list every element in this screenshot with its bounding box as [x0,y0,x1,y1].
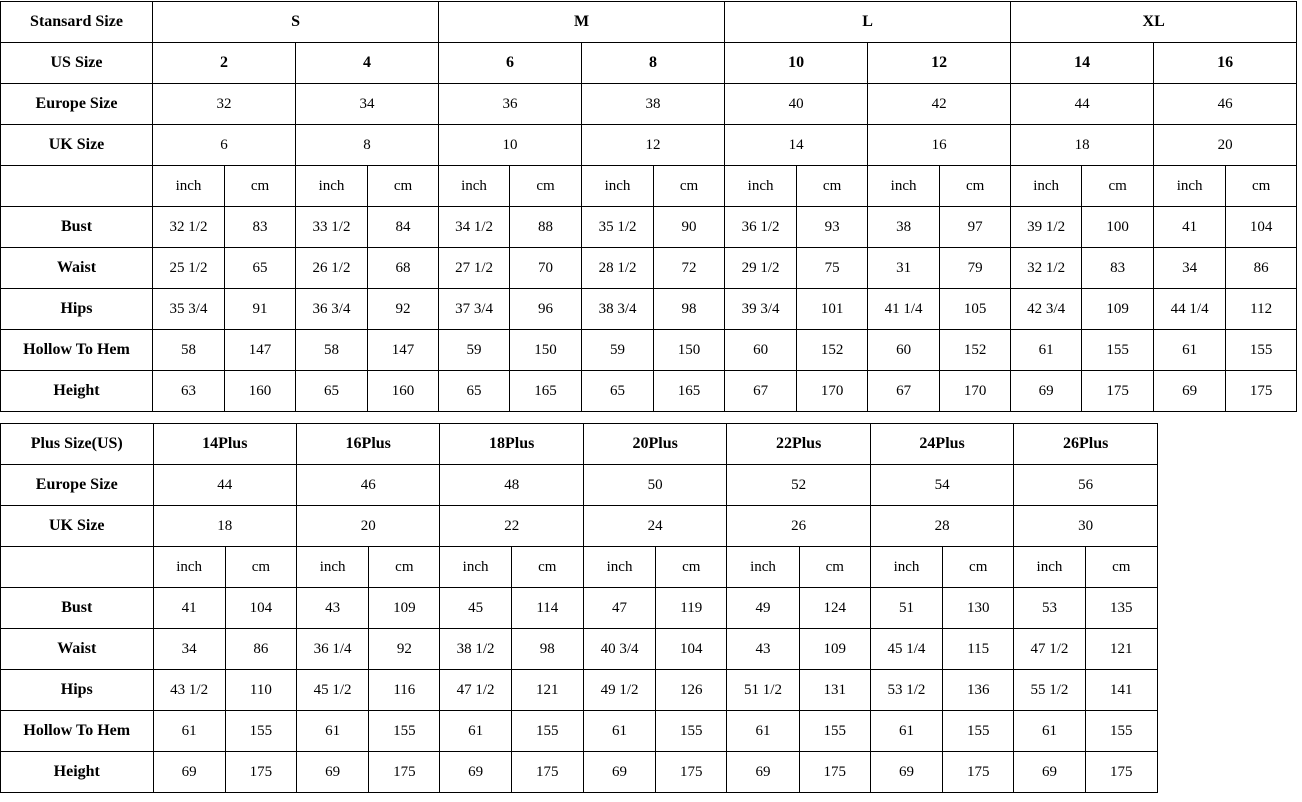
row-label-europe-size: Europe Size [1,84,153,125]
unit-cell: cm [369,547,440,588]
height-value: 165 [654,371,725,412]
height-value: 69 [296,752,368,793]
waist-value: 86 [1226,248,1297,289]
unit-cell: inch [296,166,368,207]
bust-value: 43 [296,588,368,629]
unit-cell: cm [656,547,727,588]
unit-cell: cm [1085,547,1157,588]
hollow-to-hem-value: 152 [940,330,1011,371]
bust-value: 33 1/2 [296,207,368,248]
height-value: 63 [153,371,225,412]
bust-value: 34 1/2 [439,207,510,248]
size-group-l: L [725,2,1011,43]
hollow-to-hem-value: 155 [1085,711,1157,752]
height-value: 175 [1085,752,1157,793]
table-row-us-size [1,43,1297,84]
unit-cell: cm [1082,166,1154,207]
waist-value: 32 1/2 [1011,248,1082,289]
hips-value: 110 [225,670,296,711]
hips-value: 35 3/4 [153,289,225,330]
uk-size-cell: 28 [870,506,1013,547]
table-row-bust [1,588,1158,629]
hollow-to-hem-value: 61 [296,711,368,752]
unit-cell: cm [511,547,583,588]
row-label-height: Height [1,371,153,412]
height-value: 165 [510,371,582,412]
row-label-waist: Waist [1,629,154,670]
bust-value: 45 [440,588,511,629]
uk-size-cell: 20 [1154,125,1297,166]
plus-size-cell: 24Plus [870,424,1013,465]
waist-value: 92 [369,629,440,670]
uk-size-cell: 18 [153,506,296,547]
height-value: 67 [725,371,797,412]
unit-cell: inch [1011,166,1082,207]
uk-size-cell: 30 [1014,506,1158,547]
hips-value: 101 [797,289,868,330]
hips-value: 105 [940,289,1011,330]
unit-cell: inch [583,547,655,588]
waist-value: 36 1/4 [296,629,368,670]
hollow-to-hem-value: 61 [870,711,942,752]
europe-size-cell: 50 [583,465,726,506]
hips-value: 39 3/4 [725,289,797,330]
hollow-to-hem-value: 59 [439,330,510,371]
us-size-cell: 2 [153,43,296,84]
hips-value: 43 1/2 [153,670,225,711]
height-value: 65 [296,371,368,412]
unit-cell: inch [582,166,654,207]
uk-size-cell: 18 [1011,125,1154,166]
unit-cell: cm [943,547,1014,588]
table-row-waist [1,248,1297,289]
hips-value: 116 [369,670,440,711]
hips-value: 126 [656,670,727,711]
table-row-hollow-to-hem [1,711,1158,752]
waist-value: 43 [727,629,799,670]
unit-cell: inch [153,547,225,588]
hollow-to-hem-value: 150 [510,330,582,371]
height-value: 170 [940,371,1011,412]
hollow-to-hem-value: 152 [797,330,868,371]
waist-value: 31 [868,248,940,289]
plus-size-cell: 16Plus [296,424,439,465]
hollow-to-hem-value: 147 [225,330,296,371]
height-value: 69 [1011,371,1082,412]
uk-size-cell: 14 [725,125,868,166]
bust-value: 90 [654,207,725,248]
bust-value: 41 [1154,207,1226,248]
hips-value: 98 [654,289,725,330]
europe-size-cell: 46 [1154,84,1297,125]
uk-size-cell: 22 [440,506,583,547]
unit-cell: cm [799,547,870,588]
row-label-hollow-to-hem: Hollow To Hem [1,711,154,752]
bust-value: 114 [511,588,583,629]
hollow-to-hem-value: 59 [582,330,654,371]
bust-value: 109 [369,588,440,629]
bust-value: 41 [153,588,225,629]
hollow-to-hem-value: 61 [440,711,511,752]
height-value: 160 [225,371,296,412]
size-group-s: S [153,2,439,43]
row-label-hips: Hips [1,289,153,330]
bust-value: 83 [225,207,296,248]
waist-value: 115 [943,629,1014,670]
waist-value: 65 [225,248,296,289]
hollow-to-hem-value: 150 [654,330,725,371]
hips-value: 112 [1226,289,1297,330]
bust-value: 32 1/2 [153,207,225,248]
hips-value: 37 3/4 [439,289,510,330]
size-group-m: M [439,2,725,43]
hollow-to-hem-value: 147 [368,330,439,371]
hollow-to-hem-value: 58 [296,330,368,371]
row-label-bust: Bust [1,588,154,629]
row-label-uk-size: UK Size [1,125,153,166]
bust-value: 104 [1226,207,1297,248]
plus-size-cell: 20Plus [583,424,726,465]
hips-value: 121 [511,670,583,711]
bust-value: 135 [1085,588,1157,629]
waist-value: 26 1/2 [296,248,368,289]
hips-value: 55 1/2 [1014,670,1085,711]
uk-size-cell: 8 [296,125,439,166]
hollow-to-hem-value: 155 [1226,330,1297,371]
unit-cell: inch [868,166,940,207]
uk-size-cell: 16 [868,125,1011,166]
uk-size-cell: 26 [727,506,870,547]
height-value: 160 [368,371,439,412]
bust-value: 104 [225,588,296,629]
table-row-europe-size [1,465,1158,506]
hollow-to-hem-value: 155 [511,711,583,752]
hips-value: 41 1/4 [868,289,940,330]
unit-cell: inch [870,547,942,588]
europe-size-cell: 54 [870,465,1013,506]
us-size-cell: 10 [725,43,868,84]
waist-value: 29 1/2 [725,248,797,289]
table-row-europe-size [1,84,1297,125]
bust-value: 93 [797,207,868,248]
row-label-units [1,547,154,588]
europe-size-cell: 56 [1014,465,1158,506]
bust-value: 38 [868,207,940,248]
hollow-to-hem-value: 155 [656,711,727,752]
unit-cell: inch [725,166,797,207]
europe-size-cell: 34 [296,84,439,125]
uk-size-cell: 24 [583,506,726,547]
row-label-europe-size: Europe Size [1,465,154,506]
unit-cell: cm [940,166,1011,207]
hollow-to-hem-value: 61 [1011,330,1082,371]
hips-value: 36 3/4 [296,289,368,330]
uk-size-cell: 10 [439,125,582,166]
hips-value: 51 1/2 [727,670,799,711]
waist-value: 104 [656,629,727,670]
standard-size-table [0,1,1297,412]
height-value: 69 [1014,752,1085,793]
us-size-cell: 8 [582,43,725,84]
height-value: 69 [870,752,942,793]
table-row-uk-size [1,506,1158,547]
unit-cell: inch [1154,166,1226,207]
bust-value: 36 1/2 [725,207,797,248]
waist-value: 25 1/2 [153,248,225,289]
unit-cell: cm [654,166,725,207]
height-value: 175 [1082,371,1154,412]
row-label-standard-size: Stansard Size [1,2,153,43]
table-row-hollow-to-hem [1,330,1297,371]
uk-size-cell: 20 [296,506,439,547]
hips-value: 109 [1082,289,1154,330]
hollow-to-hem-value: 61 [727,711,799,752]
waist-value: 109 [799,629,870,670]
waist-value: 70 [510,248,582,289]
waist-value: 83 [1082,248,1154,289]
hips-value: 91 [225,289,296,330]
europe-size-cell: 32 [153,84,296,125]
uk-size-cell: 12 [582,125,725,166]
hollow-to-hem-value: 155 [369,711,440,752]
row-label-us-size: US Size [1,43,153,84]
waist-value: 27 1/2 [439,248,510,289]
bust-value: 84 [368,207,439,248]
hollow-to-hem-value: 60 [868,330,940,371]
hollow-to-hem-value: 61 [1014,711,1085,752]
row-label-plus-size: Plus Size(US) [1,424,154,465]
hips-value: 136 [943,670,1014,711]
waist-value: 38 1/2 [440,629,511,670]
unit-cell: cm [225,166,296,207]
us-size-cell: 6 [439,43,582,84]
height-value: 175 [1226,371,1297,412]
hips-value: 131 [799,670,870,711]
hollow-to-hem-value: 60 [725,330,797,371]
row-label-height: Height [1,752,154,793]
table-row-hips [1,670,1158,711]
us-size-cell: 14 [1011,43,1154,84]
table-row-waist [1,629,1158,670]
table-row-units [1,547,1158,588]
plus-size-cell: 22Plus [727,424,870,465]
unit-cell: cm [510,166,582,207]
europe-size-cell: 40 [725,84,868,125]
waist-value: 45 1/4 [870,629,942,670]
height-value: 69 [440,752,511,793]
hips-value: 47 1/2 [440,670,511,711]
hips-value: 44 1/4 [1154,289,1226,330]
plus-size-cell: 18Plus [440,424,583,465]
height-value: 175 [656,752,727,793]
table-row-units [1,166,1297,207]
table-row-plus-size [1,424,1158,465]
table-row-bust [1,207,1297,248]
hollow-to-hem-value: 61 [583,711,655,752]
bust-value: 130 [943,588,1014,629]
height-value: 175 [511,752,583,793]
table-row-hips [1,289,1297,330]
plus-size-table [0,423,1158,793]
hips-value: 45 1/2 [296,670,368,711]
height-value: 175 [799,752,870,793]
height-value: 175 [225,752,296,793]
table-row-height [1,371,1297,412]
height-value: 65 [582,371,654,412]
unit-cell: cm [1226,166,1297,207]
height-value: 69 [583,752,655,793]
bust-value: 100 [1082,207,1154,248]
bust-value: 119 [656,588,727,629]
unit-cell: inch [727,547,799,588]
bust-value: 97 [940,207,1011,248]
uk-size-cell: 6 [153,125,296,166]
us-size-cell: 4 [296,43,439,84]
hips-value: 49 1/2 [583,670,655,711]
unit-cell: cm [797,166,868,207]
hollow-to-hem-value: 155 [943,711,1014,752]
hips-value: 92 [368,289,439,330]
waist-value: 75 [797,248,868,289]
waist-value: 121 [1085,629,1157,670]
europe-size-cell: 44 [153,465,296,506]
row-label-hollow-to-hem: Hollow To Hem [1,330,153,371]
hips-value: 141 [1085,670,1157,711]
bust-value: 39 1/2 [1011,207,1082,248]
europe-size-cell: 36 [439,84,582,125]
height-value: 175 [943,752,1014,793]
us-size-cell: 16 [1154,43,1297,84]
hips-value: 96 [510,289,582,330]
europe-size-cell: 48 [440,465,583,506]
unit-cell: inch [296,547,368,588]
bust-value: 51 [870,588,942,629]
height-value: 69 [727,752,799,793]
unit-cell: inch [1014,547,1085,588]
hips-value: 53 1/2 [870,670,942,711]
europe-size-cell: 42 [868,84,1011,125]
table-row-height [1,752,1158,793]
row-label-hips: Hips [1,670,154,711]
waist-value: 79 [940,248,1011,289]
row-label-bust: Bust [1,207,153,248]
waist-value: 72 [654,248,725,289]
hollow-to-hem-value: 155 [225,711,296,752]
europe-size-cell: 52 [727,465,870,506]
row-label-units [1,166,153,207]
plus-size-cell: 26Plus [1014,424,1158,465]
unit-cell: inch [440,547,511,588]
hips-value: 38 3/4 [582,289,654,330]
row-label-uk-size: UK Size [1,506,154,547]
waist-value: 47 1/2 [1014,629,1085,670]
bust-value: 53 [1014,588,1085,629]
waist-value: 86 [225,629,296,670]
waist-value: 98 [511,629,583,670]
waist-value: 34 [1154,248,1226,289]
unit-cell: cm [368,166,439,207]
us-size-cell: 12 [868,43,1011,84]
waist-value: 40 3/4 [583,629,655,670]
height-value: 170 [797,371,868,412]
hollow-to-hem-value: 155 [799,711,870,752]
hollow-to-hem-value: 58 [153,330,225,371]
bust-value: 47 [583,588,655,629]
bust-value: 88 [510,207,582,248]
hollow-to-hem-value: 155 [1082,330,1154,371]
table-row-standard-size [1,2,1297,43]
unit-cell: inch [153,166,225,207]
hips-value: 42 3/4 [1011,289,1082,330]
plus-size-cell: 14Plus [153,424,296,465]
row-label-waist: Waist [1,248,153,289]
unit-cell: inch [439,166,510,207]
europe-size-cell: 46 [296,465,439,506]
waist-value: 68 [368,248,439,289]
unit-cell: cm [225,547,296,588]
size-group-xl: XL [1011,2,1297,43]
height-value: 67 [868,371,940,412]
bust-value: 124 [799,588,870,629]
bust-value: 35 1/2 [582,207,654,248]
europe-size-cell: 38 [582,84,725,125]
waist-value: 28 1/2 [582,248,654,289]
waist-value: 34 [153,629,225,670]
height-value: 175 [369,752,440,793]
hollow-to-hem-value: 61 [1154,330,1226,371]
height-value: 65 [439,371,510,412]
height-value: 69 [153,752,225,793]
europe-size-cell: 44 [1011,84,1154,125]
hollow-to-hem-value: 61 [153,711,225,752]
height-value: 69 [1154,371,1226,412]
bust-value: 49 [727,588,799,629]
table-row-uk-size [1,125,1297,166]
